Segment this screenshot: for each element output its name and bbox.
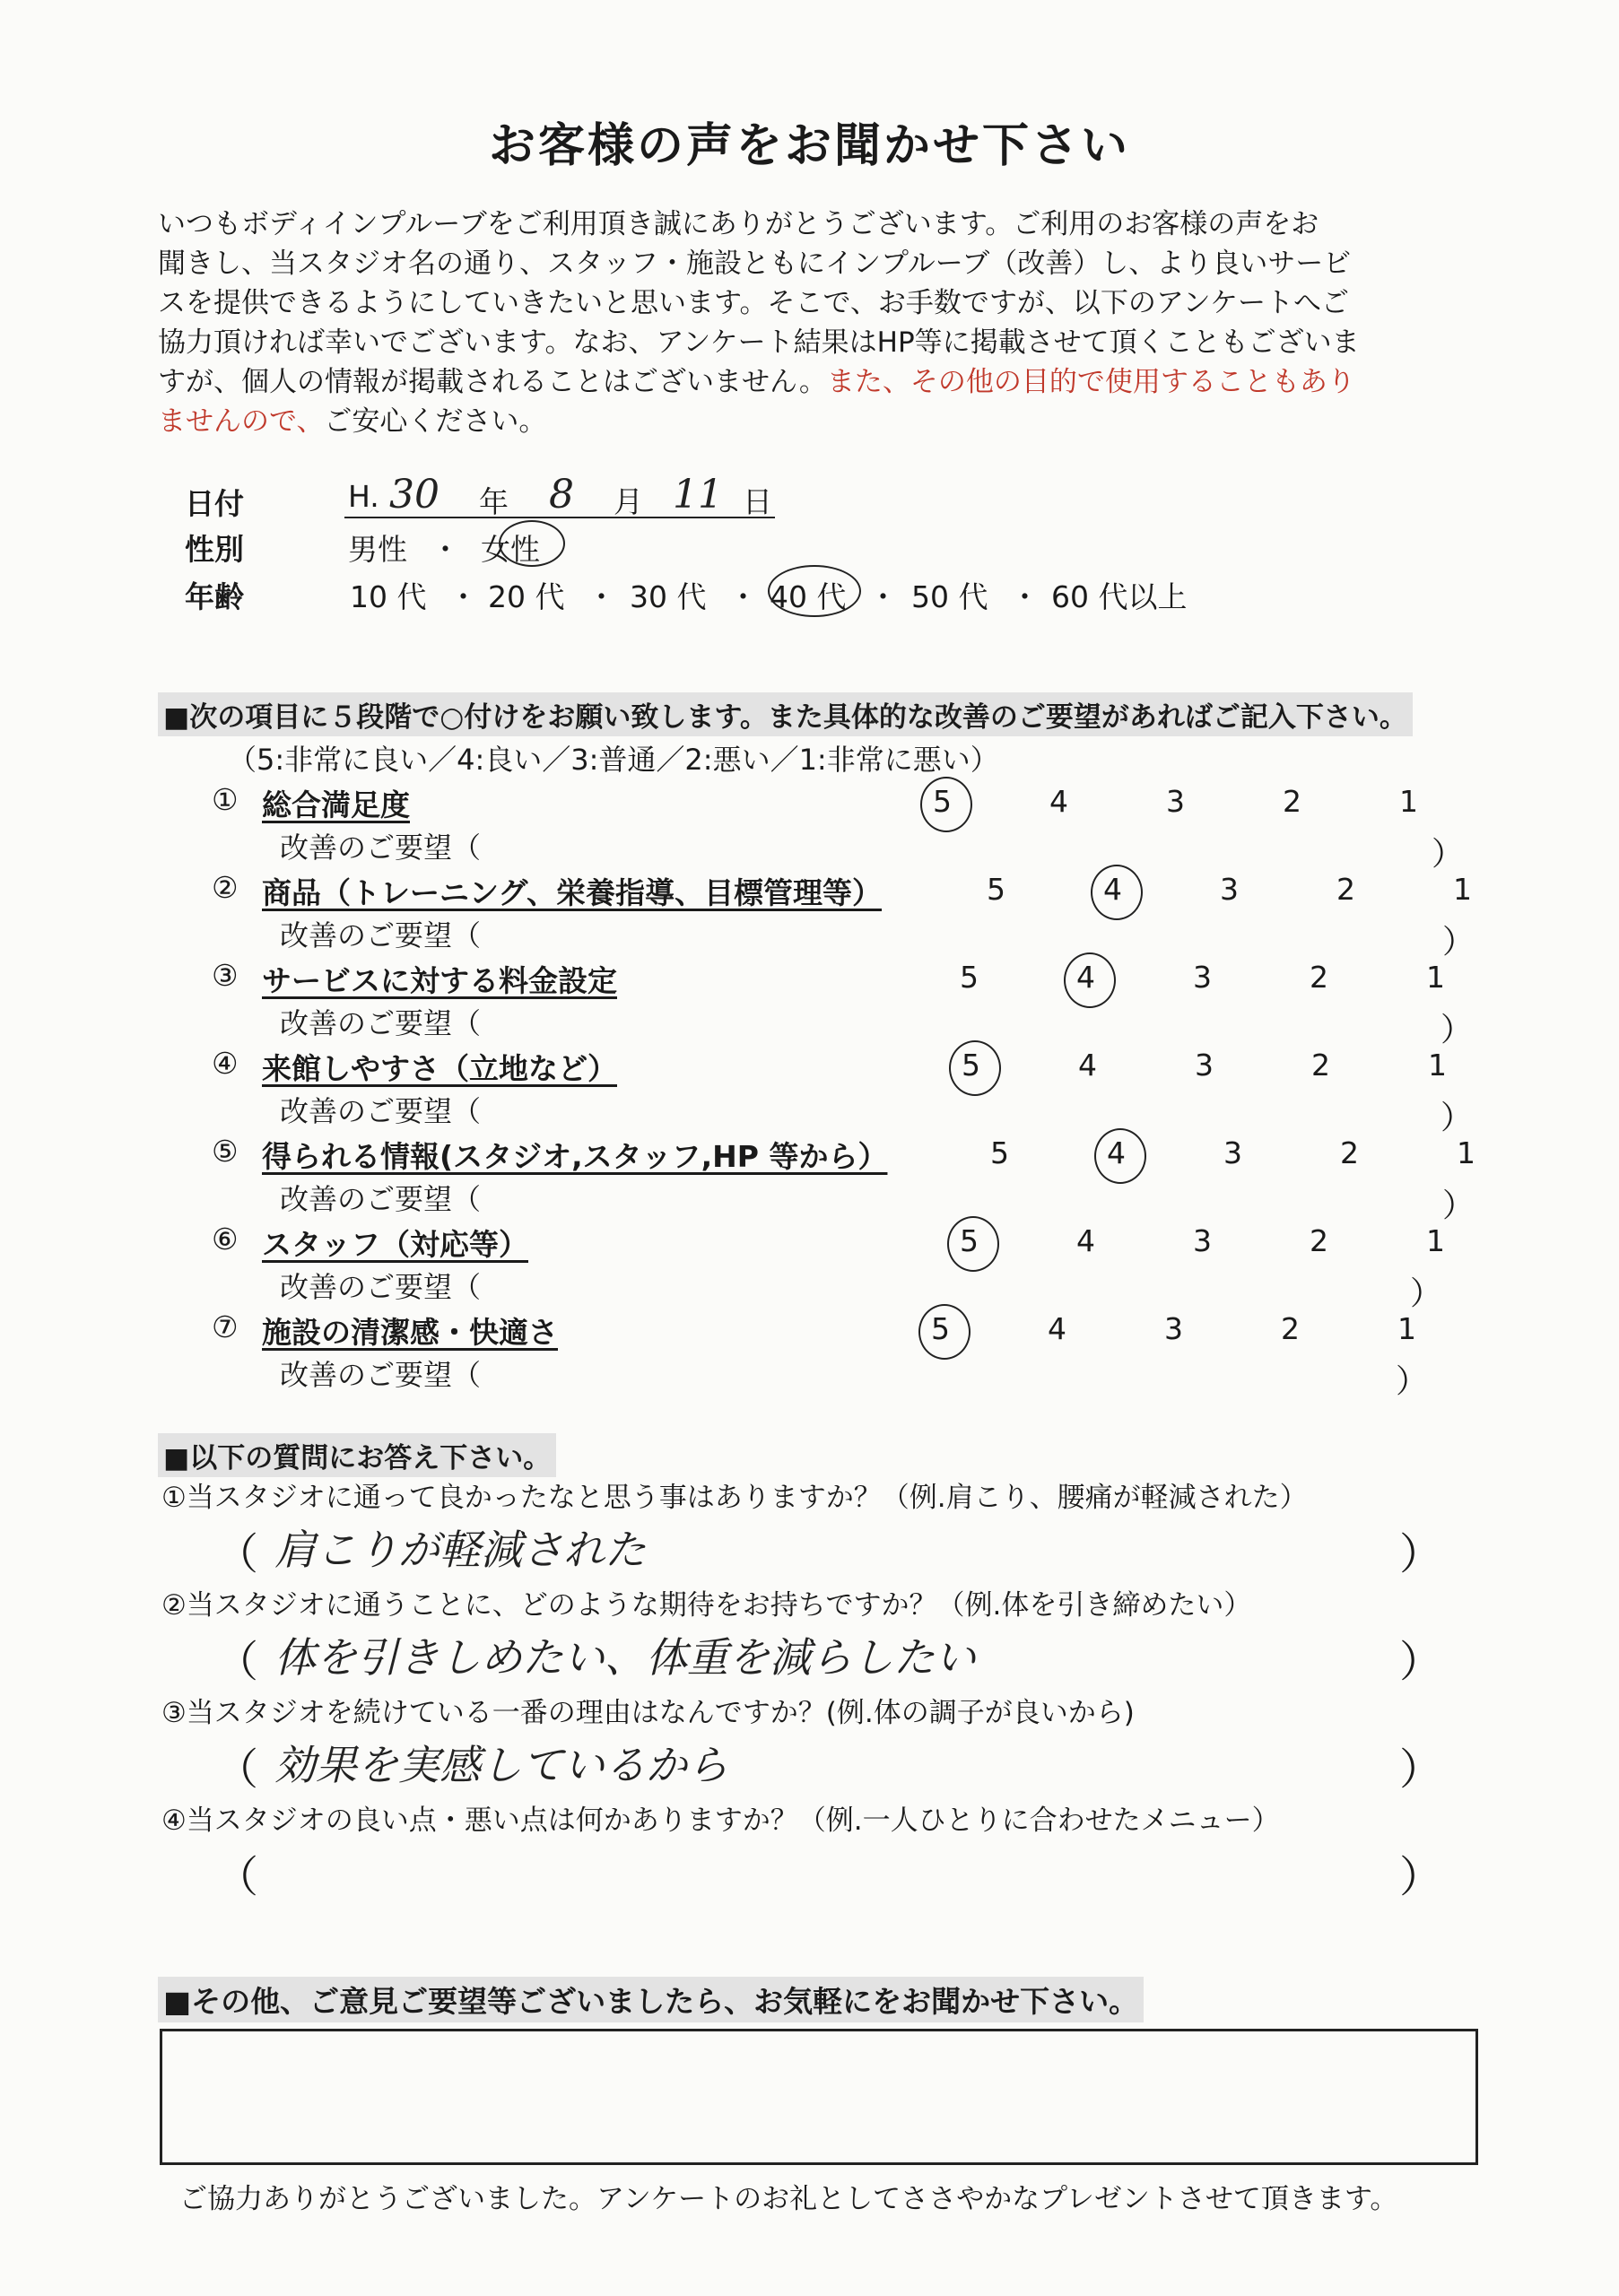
improvement-request-label[interactable]: 改善のご要望（ [280,831,482,865]
answer-text[interactable]: 効果を実感しているから [274,1741,728,1789]
date-day-unit: 日 [743,484,772,519]
comment-box[interactable] [160,2029,1478,2165]
improvement-request-label[interactable]: 改善のご要望（ [280,1094,482,1128]
intro-line: スを提供できるようにしていきたいと思います。そこで、お手数ですが、以下のアンケートへご [158,287,1350,319]
answer-open-paren: （ [215,1529,259,1579]
answer-open-paren: （ [215,1744,259,1795]
rating-selection-circle [918,1304,971,1360]
rating-item-name: 施設の清潔感・快適さ [262,1315,558,1350]
rating-selection-circle [949,1040,1001,1096]
rating-scale-legend: （5:非常に良い／4:良い／3:普通／2:悪い／1:非常に悪い） [228,743,999,777]
rating-score-option[interactable]: 1 [1457,1135,1475,1170]
rating-selection-circle [947,1216,999,1272]
improvement-request-label[interactable]: 改善のご要望（ [280,1006,482,1040]
age-separator: ・ [587,579,616,614]
rating-score-option[interactable]: 3 [1193,1223,1212,1258]
footer-thanks: ご協力ありがとうございました。アンケートのお礼としてささやかなプレゼントさせて頂きます。 [179,2183,1398,2215]
page-title: お客様の声をお聞かせ下さい [488,119,1130,173]
rating-selection-circle [1094,1128,1146,1184]
rating-score-option[interactable]: 2 [1310,960,1328,995]
rating-score-option[interactable]: 2 [1310,1223,1328,1258]
rating-score-option[interactable]: 3 [1223,1135,1242,1170]
rating-score-option[interactable]: 5 [960,1223,979,1258]
intro-line: いつもボディインプルーブをご利用頂き誠にありがとうございます。ご利用のお客様の声をお [158,208,1319,240]
age-option[interactable]: 60 代以上 [1051,579,1188,614]
improvement-request-label[interactable]: 改善のご要望（ [280,1358,482,1392]
rating-score-option[interactable]: 2 [1283,784,1301,819]
rating-score-option[interactable]: 4 [1048,1311,1066,1346]
gender-separator: ・ [431,532,460,567]
gender-selection-circle [499,520,565,567]
improvement-request-close-paren: ） [1442,1187,1475,1224]
rating-score-option[interactable]: 1 [1399,784,1418,819]
rating-item-number: ⑥ [212,1222,239,1257]
rating-score-option[interactable]: 3 [1220,872,1239,907]
question-text: ①当スタジオに通って良かったなと思う事はありますか？（例.肩こり、腰痛が軽減された） [161,1482,1308,1514]
gender-male-option[interactable]: 男性 [348,532,407,567]
improvement-request-close-paren: ） [1410,1275,1443,1312]
rating-score-option[interactable]: 1 [1426,960,1445,995]
rating-item-name: サービスに対する料金設定 [262,963,617,998]
intro-text: すが、個人の情報が掲載されることはございません。 [158,366,827,398]
rating-score-option[interactable]: 4 [1076,1223,1095,1258]
rating-selection-circle [920,777,972,832]
date-year-unit: 年 [479,484,509,519]
question-text: ②当スタジオに通うことに、どのような期待をお持ちですか？（例.体を引き締めたい） [161,1589,1252,1622]
rating-score-option[interactable]: 2 [1336,872,1355,907]
rating-score-option[interactable]: 4 [1049,784,1068,819]
rating-score-option[interactable]: 4 [1103,872,1122,907]
rating-item-number: ③ [212,958,239,993]
comment-text [162,2031,1475,2049]
other-section-header: ■その他、ご意見ご要望等ございましたら、お気軽にをお聞かせ下さい。 [158,1977,1144,2022]
rating-score-option[interactable]: 2 [1311,1048,1330,1083]
rating-score-option[interactable]: 2 [1340,1135,1359,1170]
rating-score-option[interactable]: 5 [931,1311,950,1346]
answer-open-paren: （ [215,1637,259,1687]
age-option[interactable]: 50 代 [911,579,988,614]
intro-line [158,402,1476,441]
date-month-unit: 月 [614,484,643,519]
age-separator: ・ [448,579,478,614]
intro-line: 協力頂ければ幸いでございます。なお、アンケート結果はHP等に掲載させて頂くこともございま [158,326,1360,359]
improvement-request-label[interactable]: 改善のご要望（ [280,1270,482,1304]
rating-item-number: ② [212,870,239,905]
intro-line: 聞きし、当スタジオ名の通り、スタッフ・施設ともにインプルーブ（改善）し、より良いサービ [158,248,1352,280]
age-label: 年齢 [185,579,244,614]
rating-score-option[interactable]: 4 [1078,1048,1097,1083]
date-year: 30 [389,472,440,517]
rating-item-number: ④ [212,1046,239,1081]
improvement-request-close-paren: ） [1432,836,1465,873]
rating-score-option[interactable]: 3 [1195,1048,1214,1083]
rating-score-option[interactable]: 1 [1428,1048,1447,1083]
age-option[interactable]: 20 代 [488,579,565,614]
improvement-request-label[interactable]: 改善のご要望（ [280,1182,482,1216]
improvement-request-close-paren: ） [1442,924,1475,961]
question-text: ④当スタジオの良い点・悪い点は何かありますか？（例.一人ひとりに合わせたメニュー） [161,1805,1280,1837]
rating-score-option[interactable]: 3 [1166,784,1185,819]
answer-text[interactable]: 肩こりが軽減された [274,1526,646,1574]
answer-close-paren: ） [1399,1744,1443,1795]
gender-label: 性別 [185,532,244,567]
improvement-request-close-paren: ） [1441,1012,1474,1048]
improvement-request-close-paren: ） [1441,1100,1474,1136]
rating-score-option[interactable]: 3 [1193,960,1212,995]
rating-item-name: スタッフ（対応等） [262,1227,528,1262]
rating-score-option[interactable]: 2 [1281,1311,1300,1346]
question-text: ③当スタジオを続けている一番の理由はなんですか？(例.体の調子が良いから) [161,1697,1135,1729]
improvement-request-label[interactable]: 改善のご要望（ [280,918,482,952]
intro-paragraph [158,204,1476,441]
answer-open-paren: （ [215,1852,259,1902]
answer-close-paren: ） [1399,1529,1443,1579]
age-separator: ・ [868,579,898,614]
date-month: 8 [549,472,574,517]
rating-selection-circle [1064,952,1116,1008]
rating-item-number: ① [212,782,239,817]
questions-section-header: ■以下の質問にお答え下さい。 [158,1433,556,1477]
rating-score-option[interactable]: 3 [1164,1311,1183,1346]
rating-item-number: ⑦ [212,1309,239,1344]
rating-item-name: 総合満足度 [262,787,410,822]
improvement-request-close-paren: ） [1396,1363,1429,1400]
answer-close-paren: ） [1399,1637,1443,1687]
rating-score-option[interactable]: 4 [1107,1135,1126,1170]
rating-item-name: 来館しやすさ（立地など） [262,1051,617,1086]
age-separator: ・ [728,579,758,614]
rating-selection-circle [1091,865,1143,920]
intro-red-text: また、その他の目的で使用することもあり [826,366,1355,398]
date-field[interactable] [344,474,775,518]
date-day: 11 [673,472,723,517]
age-option[interactable]: 10 代 [350,579,427,614]
age-option[interactable]: 30 代 [630,579,707,614]
rating-item-name: 商品（トレーニング、栄養指導、目標管理等） [262,875,883,910]
age-separator: ・ [1010,579,1040,614]
rating-score-option[interactable]: 5 [990,1135,1009,1170]
rating-score-option[interactable]: 1 [1426,1223,1445,1258]
intro-red-text: ませんので、 [158,405,325,438]
rating-score-option[interactable]: 1 [1397,1311,1416,1346]
rating-score-option[interactable]: 5 [962,1048,980,1083]
rating-score-option[interactable]: 1 [1453,872,1472,907]
gender-female-option[interactable]: 女性 [481,532,540,567]
rating-score-option[interactable]: 5 [960,960,979,995]
age-selection-circle [768,565,861,617]
rating-item-number: ⑤ [212,1134,239,1169]
age-option[interactable]: 40 代 [770,579,847,614]
rating-score-option[interactable]: 5 [987,872,1005,907]
rating-section-header: ■次の項目に５段階で○付けをお願い致します。また具体的な改善のご要望があればご記入下さい。 [158,692,1413,736]
intro-line [158,362,1476,402]
answer-close-paren: ） [1399,1852,1443,1902]
date-era: H. [348,479,379,514]
rating-item-name: 得られる情報(スタジオ,スタッフ,HP 等から） [262,1139,888,1174]
rating-score-option[interactable]: 4 [1076,960,1095,995]
date-label: 日付 [185,486,244,521]
answer-text[interactable]: 体を引きしめたい、体重を減らしたい [274,1633,976,1682]
rating-score-option[interactable]: 5 [933,784,952,819]
intro-text: ご安心ください。 [324,405,547,438]
